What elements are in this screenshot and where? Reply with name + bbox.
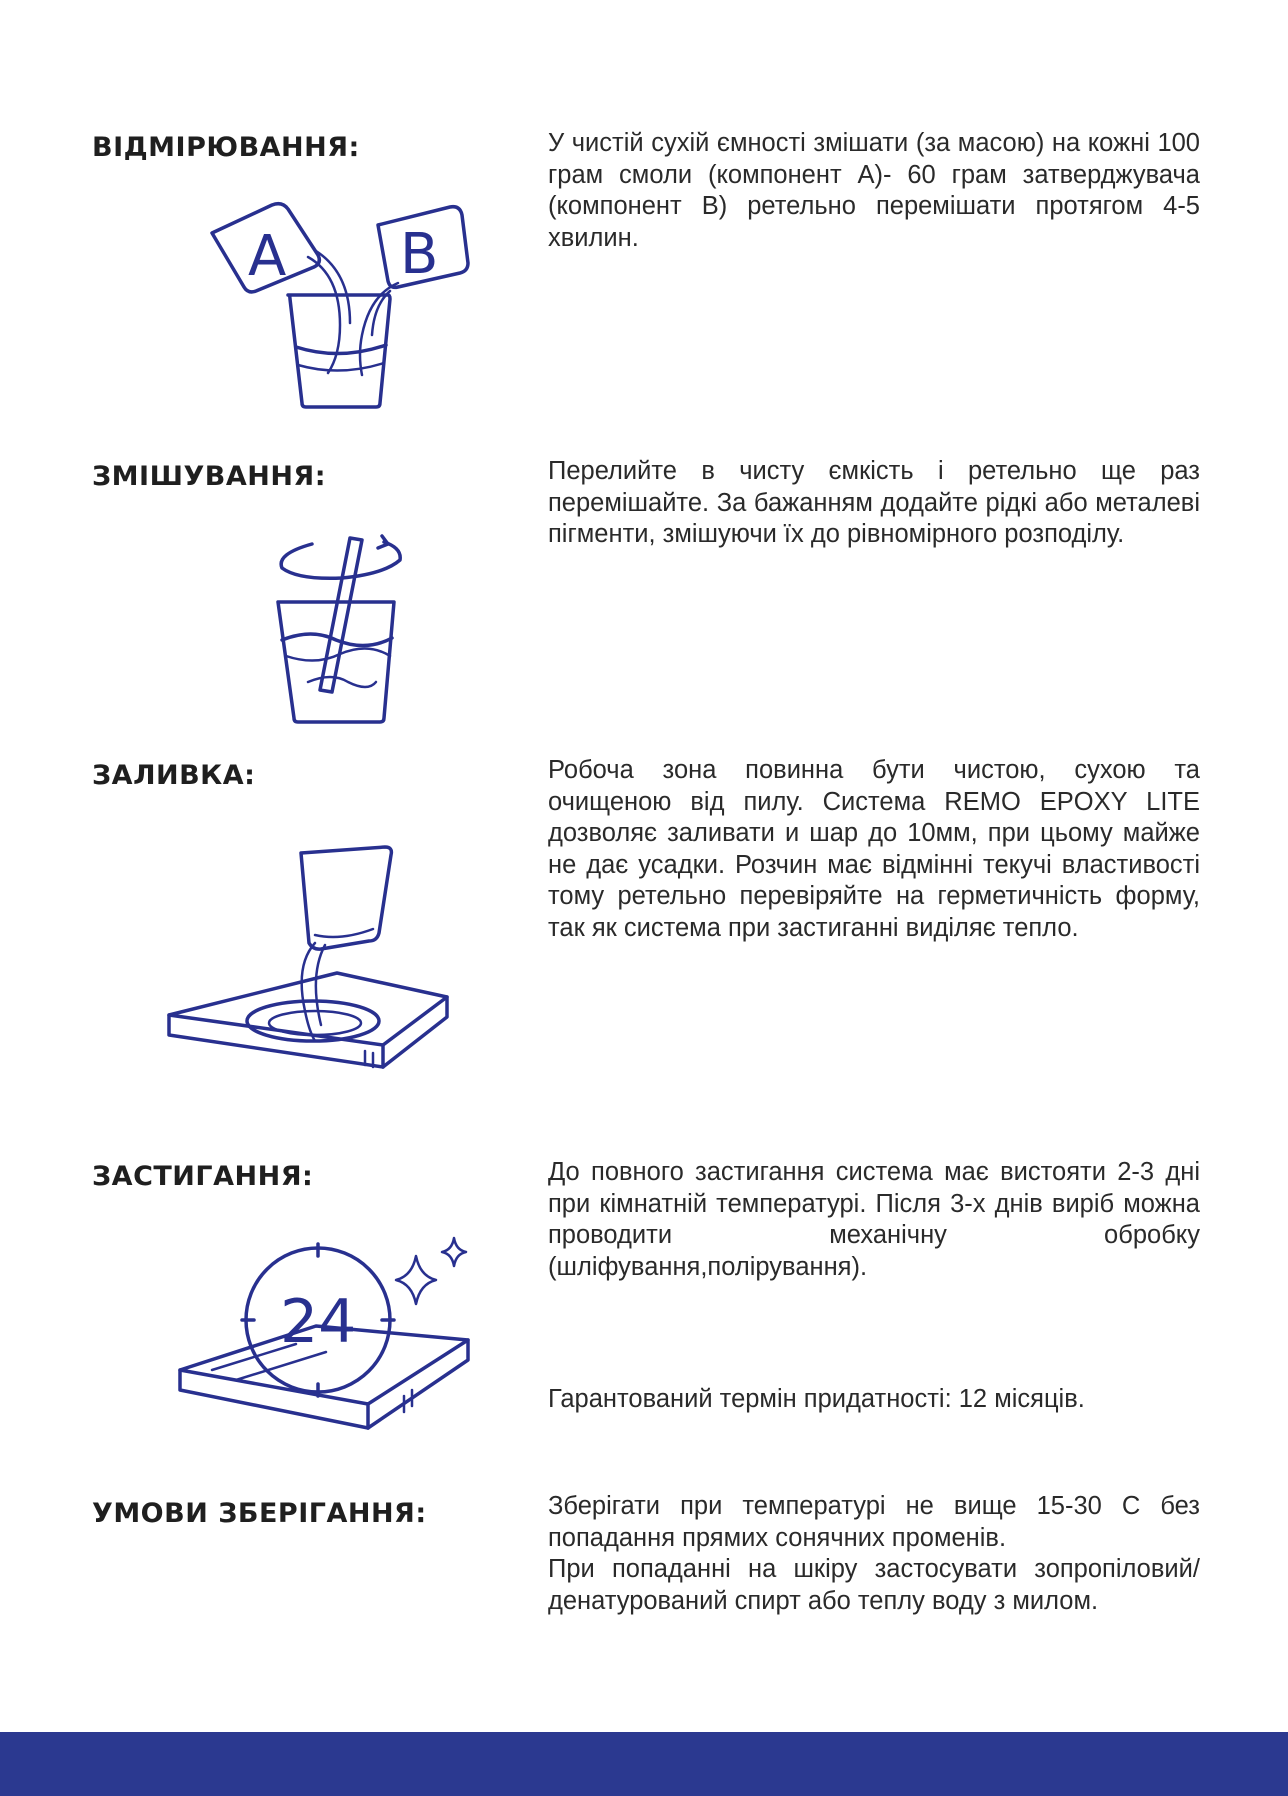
curing-timer-icon [176,1240,476,1460]
storage-safety-paragraph: При попаданні на шкіру застосувати зопропіловий/денатурований спирт або теплу воду з милом. [548,1555,1200,1615]
section-text-curing [548,1157,1200,1283]
shelf-life-text [548,1384,1200,1416]
footer-band [0,1732,1288,1796]
section-text-pouring [548,755,1200,944]
cup-b-label: B [400,222,439,287]
storage-paragraph: Зберігати при температурі не вище 15-30 С без попадання прямих сонячних променів. [548,1492,1200,1552]
section-text-measuring [548,128,1200,254]
timer-label: 24 [280,1287,357,1357]
sparkle-icon [396,1256,436,1304]
curing-paragraph: До повного застигання система має вистояти 2-3 дні при кімнатній температурі. Після 3-х днів виріб можна проводити механічну обробку (шліфування,полірування). [548,1158,1200,1281]
section-heading-curing: ЗАСТИГАННЯ: [92,1161,314,1192]
mixing-paragraph: Перелийте в чисту ємкість і ретельно ще раз перемішайте. За бажанням додайте рідкі або металеві пігменти, змішуючи їх до рівномірного розподілу. [548,457,1200,548]
sparkle-small-icon [442,1238,466,1266]
section-heading-mixing: ЗМІШУВАННЯ: [92,461,327,492]
section-heading-pouring: ЗАЛИВКА: [92,760,256,791]
stirring-glass-icon [272,532,412,728]
section-text-mixing [548,456,1200,551]
measuring-cups-icon [200,195,480,420]
section-text-storage [548,1491,1200,1617]
pouring-resin-icon [165,845,455,1107]
section-heading-storage: УМОВИ ЗБЕРІГАННЯ: [92,1498,427,1529]
cup-a-label: A [248,224,287,289]
shelf-life-paragraph: Гарантований термін придатності: 12 місяців. [548,1385,1085,1413]
section-heading-measuring: ВІДМІРЮВАННЯ: [92,132,360,163]
pouring-paragraph: Робоча зона повинна бути чистою, сухою та очищеною від пилу. Система REMO EPOXY LITE дозволяє заливати и шар до 10мм, при цьому майже не дає усадки. Розчин має відмінні текучі властивості тому ретельно перевіряйте на герметичність форму, так як система при застиганні виділяє тепло. [548,756,1200,942]
measuring-paragraph: У чистій сухій ємності змішати (за масою) на кожні 100 грам смоли (компонент А)- 60 грам затверджувача (компонент В) ретельно перемішати протягом 4-5 хвилин. [548,129,1200,252]
